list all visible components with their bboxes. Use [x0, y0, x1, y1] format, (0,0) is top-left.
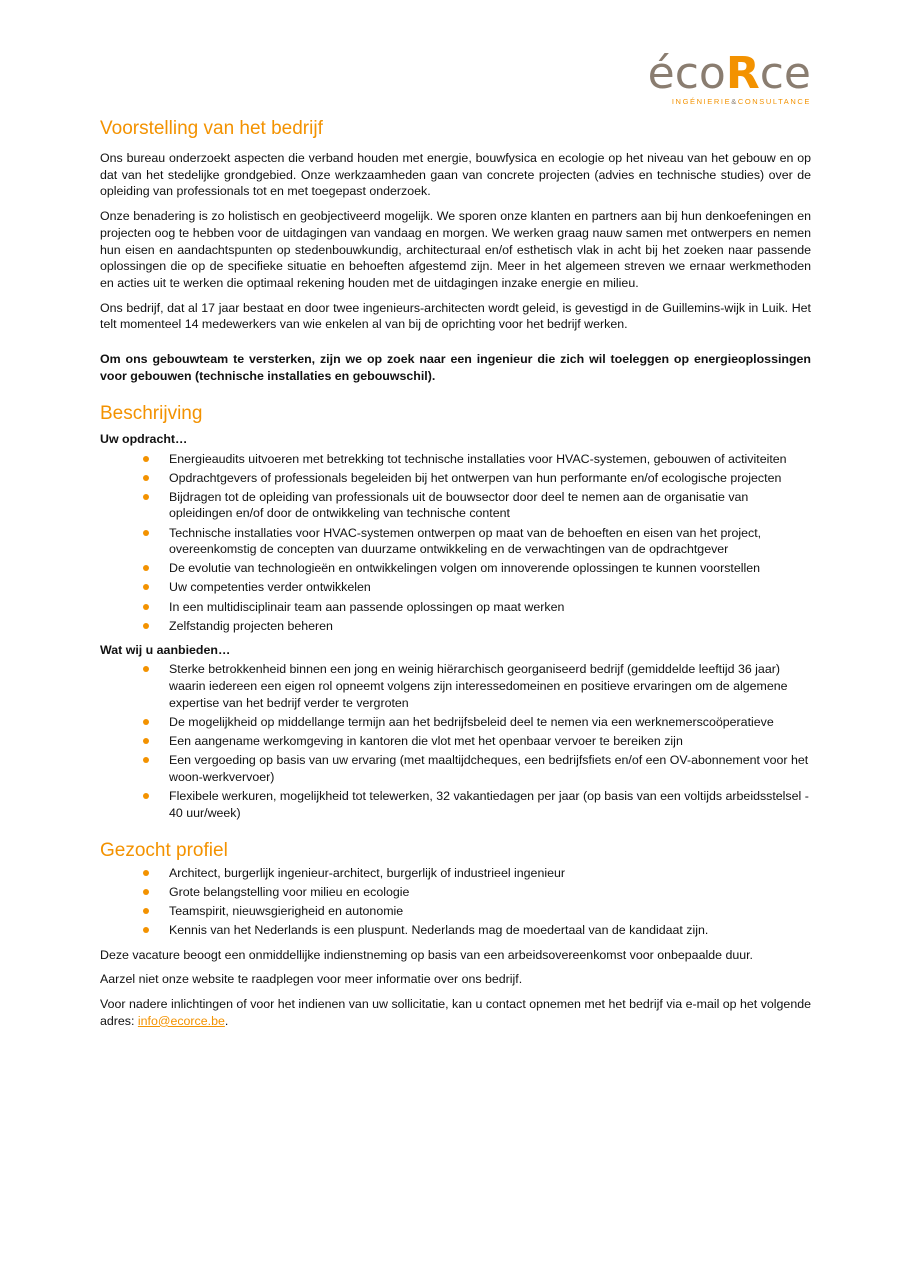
paragraph-vacancy: Om ons gebouwteam te versterken, zijn we op zoek naar een ingenieur die zich wil toeleggen op energieoplossingen voor gebouwen (technische installaties en gebouwschil). [100, 352, 811, 383]
logo-word-pre: éco [647, 48, 726, 99]
task-item-text: In een multidisciplinair team aan passende oplossingen op maat werken [169, 599, 565, 614]
bullet-icon [143, 793, 149, 799]
logo-tag-amp: & [731, 97, 738, 106]
profile-item [100, 903, 811, 920]
task-item-text: Uw competenties verder ontwikkelen [169, 580, 371, 595]
paragraph-contract: Deze vacature beoogt een onmiddellijke indienstneming op basis van een arbeidsovereenkomst voor onbepaalde duur. [100, 947, 754, 962]
bullet-icon [143, 927, 149, 933]
paragraph-intro: Ons bureau onderzoekt aspecten die verband houden met energie, bouwfysica en ecologie op het niveau van het gebouw en op dat van het stedelijke grondgebied. Onze werkzaamheden gaan van concrete projecten (advies en technische studies) over de opleiding van professionals tot en met toegepast onderzoek. [100, 151, 811, 199]
heading-description: Beschrijving [100, 403, 203, 425]
task-item-text: Technische installaties voor HVAC-systemen ontwerpen op maat van de behoeften en eisen van het project, overeenkomstig de concepten van duurzame ontwikkeling en de verwachtingen van de opdrachtgever [169, 525, 762, 557]
offer-item [100, 661, 811, 711]
bullet-icon [143, 530, 149, 536]
task-item [100, 525, 811, 558]
bullet-icon [143, 494, 149, 500]
offer-item-text: Sterke betrokkenheid binnen een jong en weinig hiërarchisch georganiseerd bedrijf (gemiddelde leeftijd 36 jaar) waarin iedereen een eigen rol opneemt volgens zijn interessedomeinen en positieve ervaringen om de algemene expertise van het bedrijf verder te vergroten [169, 662, 788, 710]
offer-item [100, 752, 811, 785]
bullet-icon [143, 475, 149, 481]
bullet-icon [143, 565, 149, 571]
subheading-tasks: Uw opdracht… [100, 432, 188, 447]
paragraph-approach: Onze benadering is zo holistisch en geobjectiveerd mogelijk. We sporen onze klanten en partners aan bij hun denkoefeningen en projecten oog te hebben voor de uitdagingen van vandaag en morgen. We werken graag nauw samen met ontwerpers en nemen hun eisen en aandachtspunten op stedenbouwkundig, architecturaal en/of esthetisch vlak in acht bij het zoeken naar passende oplossingen die op de specifieke situatie en behoeften afgestemd zijn. Meer in het algemeen streven we ernaar werkmethoden en acties uit te werken die optimaal rekening houden met de uitdagingen inzake energie en milieu. [100, 209, 811, 290]
task-item [100, 560, 811, 577]
paragraph-contact [100, 996, 811, 1029]
bullet-icon [143, 584, 149, 590]
logo-tag-a: INGÉNIERIE [671, 97, 732, 106]
logo-tag-b: CONSULTANCE [737, 97, 811, 106]
profile-item [100, 922, 811, 939]
email-link[interactable]: info@ecorce.be [137, 1013, 225, 1028]
document-body [100, 0, 811, 1029]
bullet-icon [143, 757, 149, 763]
heading-profile: Gezocht profiel [100, 840, 228, 862]
bullet-icon [143, 604, 149, 610]
task-item [100, 599, 811, 616]
tasks-list [100, 451, 811, 635]
subheading-offer: Wat wij u aanbieden… [100, 643, 231, 658]
heading-company: Voorstelling van het bedrijf [100, 118, 323, 139]
offer-item [100, 714, 811, 731]
bullet-icon [143, 719, 149, 725]
bullet-icon [143, 889, 149, 895]
contact-text: Voor nadere inlichtingen of voor het indienen van uw sollicitatie, kan u contact opnemen met het bedrijf via e-mail op het volgende adres: [100, 997, 811, 1028]
logo-word-r: R [725, 48, 760, 99]
task-item [100, 489, 811, 522]
bullet-icon [143, 666, 149, 672]
offer-item [100, 733, 811, 750]
task-item [100, 618, 811, 635]
logo-word-post: ce [759, 48, 811, 99]
paragraph-company-facts: Ons bedrijf, dat al 17 jaar bestaat en door twee ingenieurs-architecten wordt geleid, is gevestigd in de Guillemins-wijk in Luik. Het telt momenteel 14 medewerkers van wie enkelen al van bij de oprichting voor het bedrijf werken. [100, 300, 811, 332]
offer-item-text: De mogelijkheid op middellange termijn aan het bedrijfsbeleid deel te nemen via een werknemerscoöperatieve [169, 714, 774, 729]
offer-item-text: Flexibele werkuren, mogelijkheid tot telewerken, 32 vakantiedagen per jaar (op basis van een voltijds arbeidsstelsel - 40 uur/week) [169, 788, 809, 820]
bullet-icon [143, 623, 149, 629]
profile-item-text: Grote belangstelling voor milieu en ecologie [169, 884, 410, 899]
profile-item-text: Kennis van het Nederlands is een pluspunt. Nederlands mag de moedertaal van de kandidaat zijn. [169, 922, 709, 937]
contact-period: . [224, 1013, 229, 1028]
offer-list [100, 661, 811, 821]
task-item-text: Bijdragen tot de opleiding van professionals uit de bouwsector door deel te nemen aan de organisatie van opleidingen en/of door de ontwikkeling van technische content [169, 489, 749, 521]
task-item-text: Opdrachtgevers of professionals begeleiden bij het ontwerpen van hun performante en/of ecologische projecten [169, 470, 782, 485]
task-item [100, 579, 811, 596]
profile-item [100, 884, 811, 901]
offer-item-text: Een aangename werkomgeving in kantoren die vlot met het openbaar vervoer te bereiken zijn [169, 733, 683, 748]
task-item-text: De evolutie van technologieën en ontwikkelingen volgen om innoverende oplossingen te kunnen voorstellen [169, 561, 761, 576]
bullet-icon [143, 738, 149, 744]
paragraph-website: Aarzel niet onze website te raadplegen voor meer informatie over ons bedrijf. [100, 972, 523, 987]
offer-item [100, 788, 811, 821]
bullet-icon [143, 870, 149, 876]
bullet-icon [143, 908, 149, 914]
task-item-text: Energieaudits uitvoeren met betrekking tot technische installaties voor HVAC-systemen, gebouwen of activiteiten [169, 451, 787, 466]
profile-item [100, 865, 811, 882]
profile-list [100, 865, 811, 939]
offer-item-text: Een vergoeding op basis van uw ervaring (met maaltijdcheques, een bedrijfsfiets en/of een OV-abonnement voor het woon-werkvervoer) [169, 753, 809, 784]
task-item [100, 451, 811, 468]
bullet-icon [143, 456, 149, 462]
profile-item-text: Architect, burgerlijk ingenieur-architect, burgerlijk of industrieel ingenieur [169, 865, 566, 880]
task-item-text: Zelfstandig projecten beheren [169, 618, 333, 633]
profile-item-text: Teamspirit, nieuwsgierigheid en autonomie [169, 903, 404, 918]
task-item [100, 470, 811, 487]
